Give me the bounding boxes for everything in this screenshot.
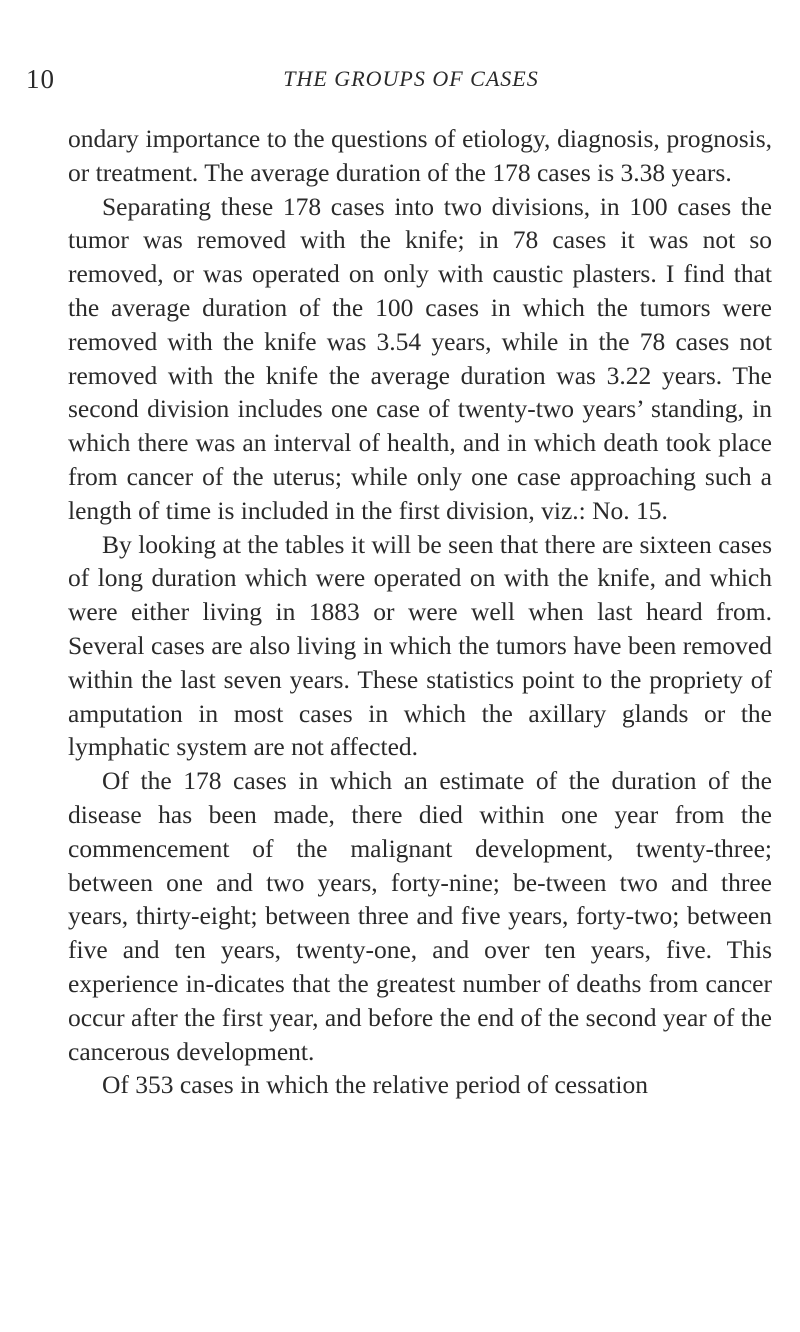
body-text (68, 122, 772, 1102)
paragraph: By looking at the tables it will be seen that there are sixteen cases of long duration which were operated on with the knife, and which were either living in 1883 or were well when last heard from. Several cases are also living in which the tumors have been removed within the last seven years. These statistics point to the propriety of amputation in most cases in which the axillary glands or the lymphatic system are not affected. (68, 529, 772, 762)
running-head-title: THE GROUPS OF CASES (283, 66, 539, 91)
paragraph: Of 353 cases in which the relative period of cessation (102, 1070, 648, 1100)
running-head (26, 62, 766, 96)
paragraph: Of the 178 cases in which an estimate of the duration of the disease has been made, there died within one year from the commencement of the malignant development, twenty-three; between one and two years, forty-nine; be-tween two and three years, thirty-eight; between three and five years, forty-two; between five and ten years, twenty-one, and over ten years, five. This experience in-dicates that the greatest number of deaths from cancer occur after the first year, and before the end of the second year of the cancerous development. (68, 766, 772, 1066)
paragraph-continued: ondary importance to the questions of etiology, diagnosis, prognosis, or treatment. The average duration of the 178 cases is 3.38 years. (68, 124, 772, 187)
page-number: 10 (26, 64, 55, 94)
paragraph: Separating these 178 cases into two divisions, in 100 cases the tumor was removed with the knife; in 78 cases it was not so removed, or was operated on only with caustic plasters. I find that the average duration of the 100 cases in which the tumors were removed with the knife was 3.54 years, while in the 78 cases not removed with the knife the average duration was 3.22 years. The second division includes one case of twenty-two years’ standing, in which there was an interval of health, and in which death took place from cancer of the uterus; while only one case approaching such a length of time is included in the first division, viz.: No. 15. (68, 191, 772, 525)
